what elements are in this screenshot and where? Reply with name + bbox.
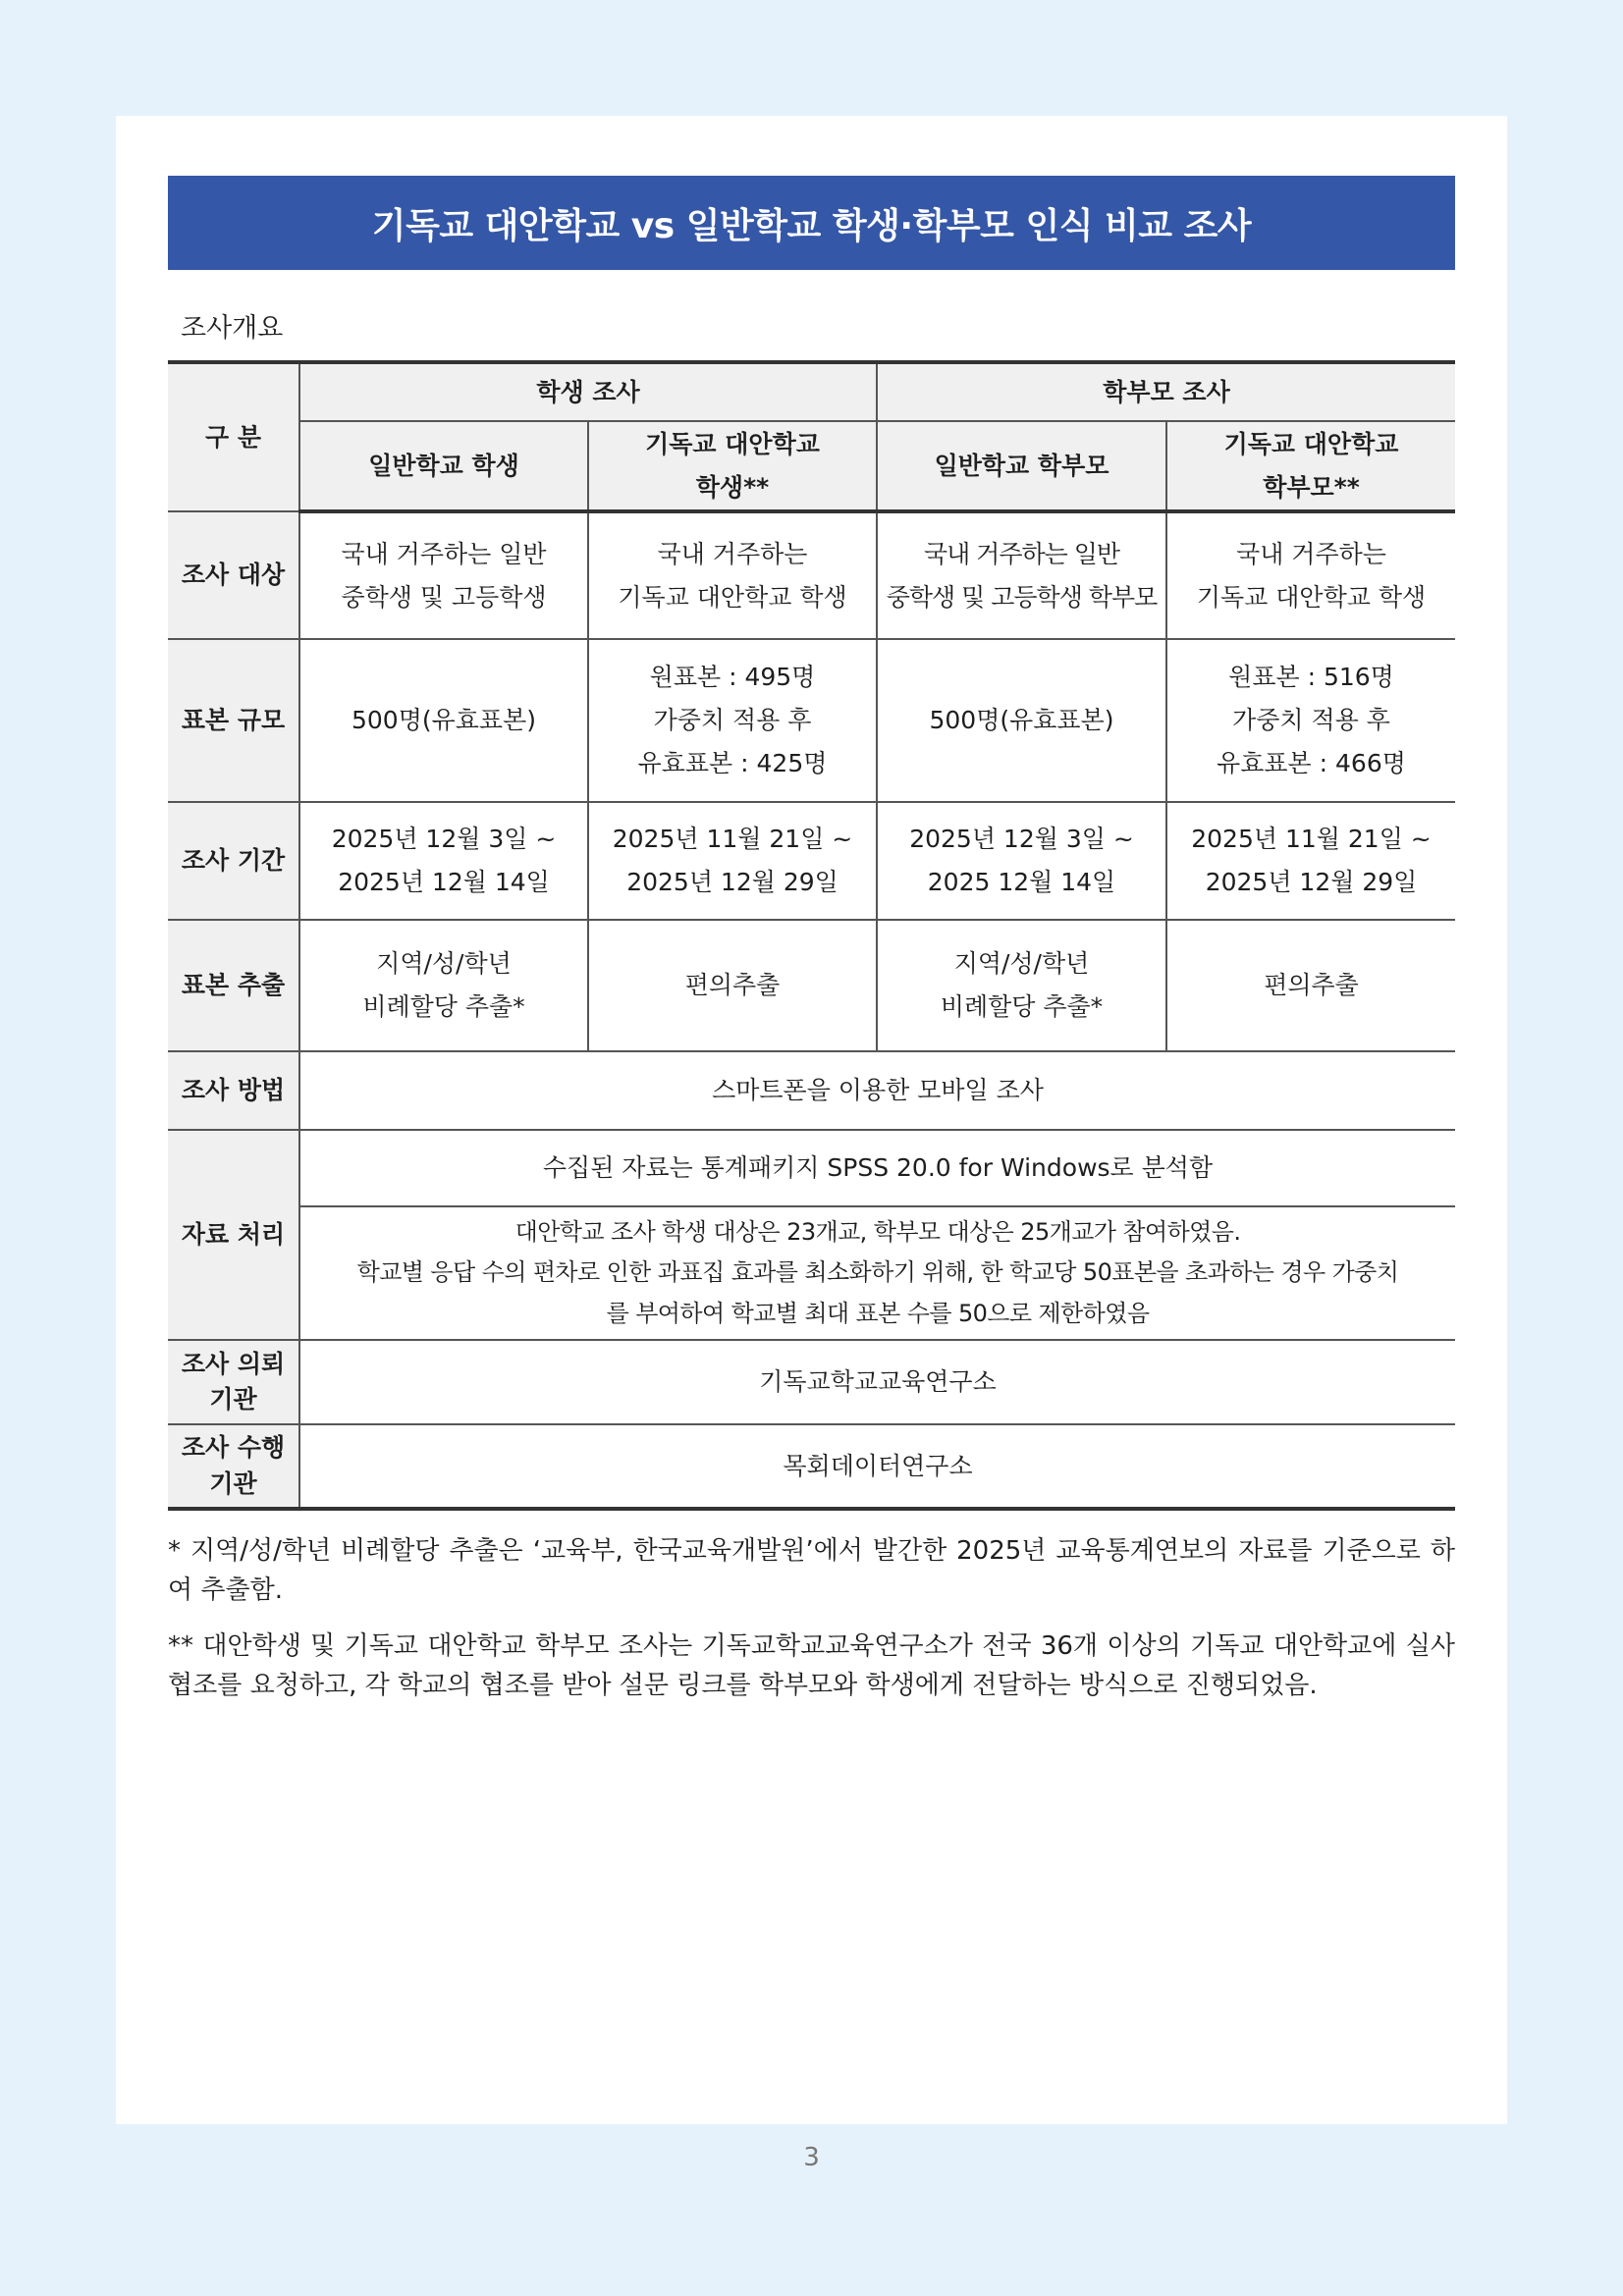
table-row bbox=[168, 1130, 1455, 1206]
table-cell: 2025년 12월 3일 ~ 2025 12월 14일 bbox=[877, 802, 1166, 920]
group-header-parents: 학부모 조사 bbox=[877, 362, 1455, 421]
footnotes bbox=[168, 1531, 1455, 1721]
table-cell: 국내 거주하는 기독교 대안학교 학생 bbox=[588, 511, 877, 639]
row-label-sample-size: 표본 규모 bbox=[168, 639, 299, 802]
table-row bbox=[168, 1206, 1455, 1340]
sub-header-christian-parents: 기독교 대안학교 학부모** bbox=[1166, 421, 1455, 511]
table-cell: 지역/성/학년 비례할당 추출* bbox=[877, 920, 1166, 1051]
table-row bbox=[168, 639, 1455, 802]
survey-overview-table bbox=[168, 360, 1455, 1511]
table-cell: 2025년 11월 21일 ~ 2025년 12월 29일 bbox=[588, 802, 877, 920]
footnote: ** 대안학생 및 기독교 대안학교 학부모 조사는 기독교학교교육연구소가 전국 36개 이상의 기독교 대안학교에 실사 협조를 요청하고, 각 학교의 협조를 받아 설문 링크를 학부모와 학생에게 전달하는 방식으로 진행되었음. bbox=[168, 1630, 1455, 1700]
commissioner-value: 기독교학교교육연구소 bbox=[299, 1340, 1455, 1424]
method-value: 스마트폰을 이용한 모바일 조사 bbox=[299, 1051, 1455, 1130]
processing-line-2: 대안학교 조사 학생 대상은 23개교, 학부모 대상은 25개교가 참여하였음. 학교별 응답 수의 편차로 인한 과표집 효과를 최소화하기 위해, 한 학교당 50표본을 초과하는 경우 가중치 를 부여하여 학교별 최대 표본 수를 50으로 제한하였음 bbox=[299, 1206, 1455, 1340]
sub-header-general-students: 일반학교 학생 bbox=[299, 421, 588, 511]
sub-header-general-parents: 일반학교 학부모 bbox=[877, 421, 1166, 511]
table-row bbox=[168, 920, 1455, 1051]
section-label: 조사개요 bbox=[181, 313, 284, 344]
table-row bbox=[168, 1424, 1455, 1509]
table-row bbox=[168, 802, 1455, 920]
table-cell: 원표본 : 495명 가중치 적용 후 유효표본 : 425명 bbox=[588, 639, 877, 802]
row-label-period: 조사 기간 bbox=[168, 802, 299, 920]
table-cell: 500명(유효표본) bbox=[877, 639, 1166, 802]
corner-header: 구 분 bbox=[168, 362, 299, 511]
table-cell: 국내 거주하는 일반 중학생 및 고등학생 bbox=[299, 511, 588, 639]
group-header-students: 학생 조사 bbox=[299, 362, 877, 421]
row-label-processing: 자료 처리 bbox=[168, 1130, 299, 1340]
row-label-sampling: 표본 추출 bbox=[168, 920, 299, 1051]
page-title: 기독교 대안학교 vs 일반학교 학생·학부모 인식 비교 조사 bbox=[168, 176, 1455, 270]
table-cell: 지역/성/학년 비례할당 추출* bbox=[299, 920, 588, 1051]
table-row bbox=[168, 1340, 1455, 1424]
table-cell: 국내 거주하는 일반 중학생 및 고등학생 학부모 bbox=[877, 511, 1166, 639]
footnote: * 지역/성/학년 비례할당 추출은 ‘교육부, 한국교육개발원’에서 발간한 2025년 교육통계연보의 자료를 기준으로 하여 추출함. bbox=[168, 1536, 1455, 1606]
table-cell: 500명(유효표본) bbox=[299, 639, 588, 802]
table-cell: 편의추출 bbox=[588, 920, 877, 1051]
sub-header-christian-students: 기독교 대안학교 학생** bbox=[588, 421, 877, 511]
table-row bbox=[168, 1051, 1455, 1130]
page-number: 3 bbox=[803, 2143, 820, 2172]
row-label-commissioner: 조사 의뢰 기관 bbox=[168, 1340, 299, 1424]
table-cell: 국내 거주하는 기독교 대안학교 학생 bbox=[1166, 511, 1455, 639]
table-cell: 원표본 : 516명 가중치 적용 후 유효표본 : 466명 bbox=[1166, 639, 1455, 802]
executor-value: 목회데이터연구소 bbox=[299, 1424, 1455, 1509]
document-page bbox=[116, 116, 1507, 2124]
table-cell: 2025년 12월 3일 ~ 2025년 12월 14일 bbox=[299, 802, 588, 920]
table-row bbox=[168, 511, 1455, 639]
row-label-executor: 조사 수행 기관 bbox=[168, 1424, 299, 1509]
row-label-method: 조사 방법 bbox=[168, 1051, 299, 1130]
processing-line-1: 수집된 자료는 통계패키지 SPSS 20.0 for Windows로 분석함 bbox=[299, 1130, 1455, 1206]
row-label-target: 조사 대상 bbox=[168, 511, 299, 639]
table-cell: 2025년 11월 21일 ~ 2025년 12월 29일 bbox=[1166, 802, 1455, 920]
table-cell: 편의추출 bbox=[1166, 920, 1455, 1051]
